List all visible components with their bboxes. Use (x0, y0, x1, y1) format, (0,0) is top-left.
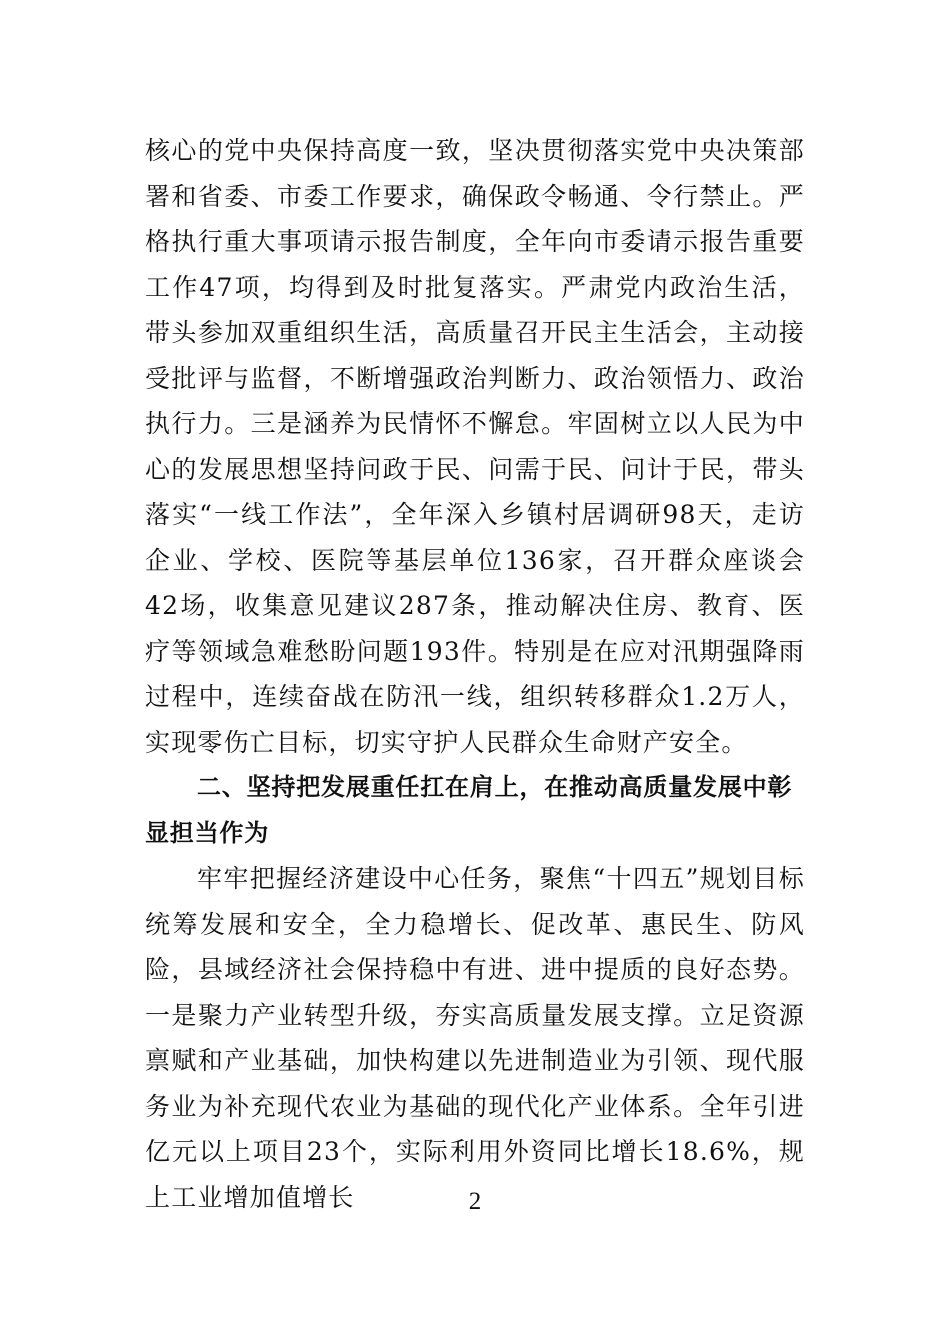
body-paragraph-2: 牢牢把握经济建设中心任务，聚焦“十四五”规划目标统筹发展和安全，全力稳增长、促改革、惠民生、防风险，县域经济社会保持稳中有进、进中提质的良好态势。一是聚力产业转型升级，夯实高质量发展支撑。立足资源禀赋和产业基础，加快构建以先进制造业为引领、现代服务业为补充现代农业为基础的现代化产业体系。全年引进亿元以上项目23个，实际利用外资同比增长18.6%，规上工业增加值增长 (145, 864, 805, 1212)
section-heading-2: 二、坚持把发展重任扛在肩上，在推动高质量发展中彰显担当作为 (145, 773, 793, 847)
page-number: 2 (468, 1188, 482, 1215)
body-paragraph-1: 核心的党中央保持高度一致，坚决贯彻落实党中央决策部署和省委、市委工作要求，确保政令畅通、令行禁止。严格执行重大事项请示报告制度，全年向市委请示报告重要工作47项，均得到及时批复落实。严肃党内政治生活，带头参加双重组织生活，高质量召开民主生活会，主动接受批评与监督，不断增强政治判断力、政治领悟力、政治执行力。三是涵养为民情怀不懈怠。牢固树立以人民为中心的发展思想坚持问政于民、问需于民、问计于民，带头落实“一线工作法”，全年深入乡镇村居调研98天，走访企业、学校、医院等基层单位136家，召开群众座谈会42场，收集意见建议287条，推动解决住房、教育、医疗等领域急难愁盼问题193件。特别是在应对汛期强降雨过程中，连续奋战在防汛一线，组织转移群众1.2万人，实现零伤亡目标，切实守护人民群众生命财产安全。 (145, 136, 805, 757)
document-body (145, 128, 805, 1220)
